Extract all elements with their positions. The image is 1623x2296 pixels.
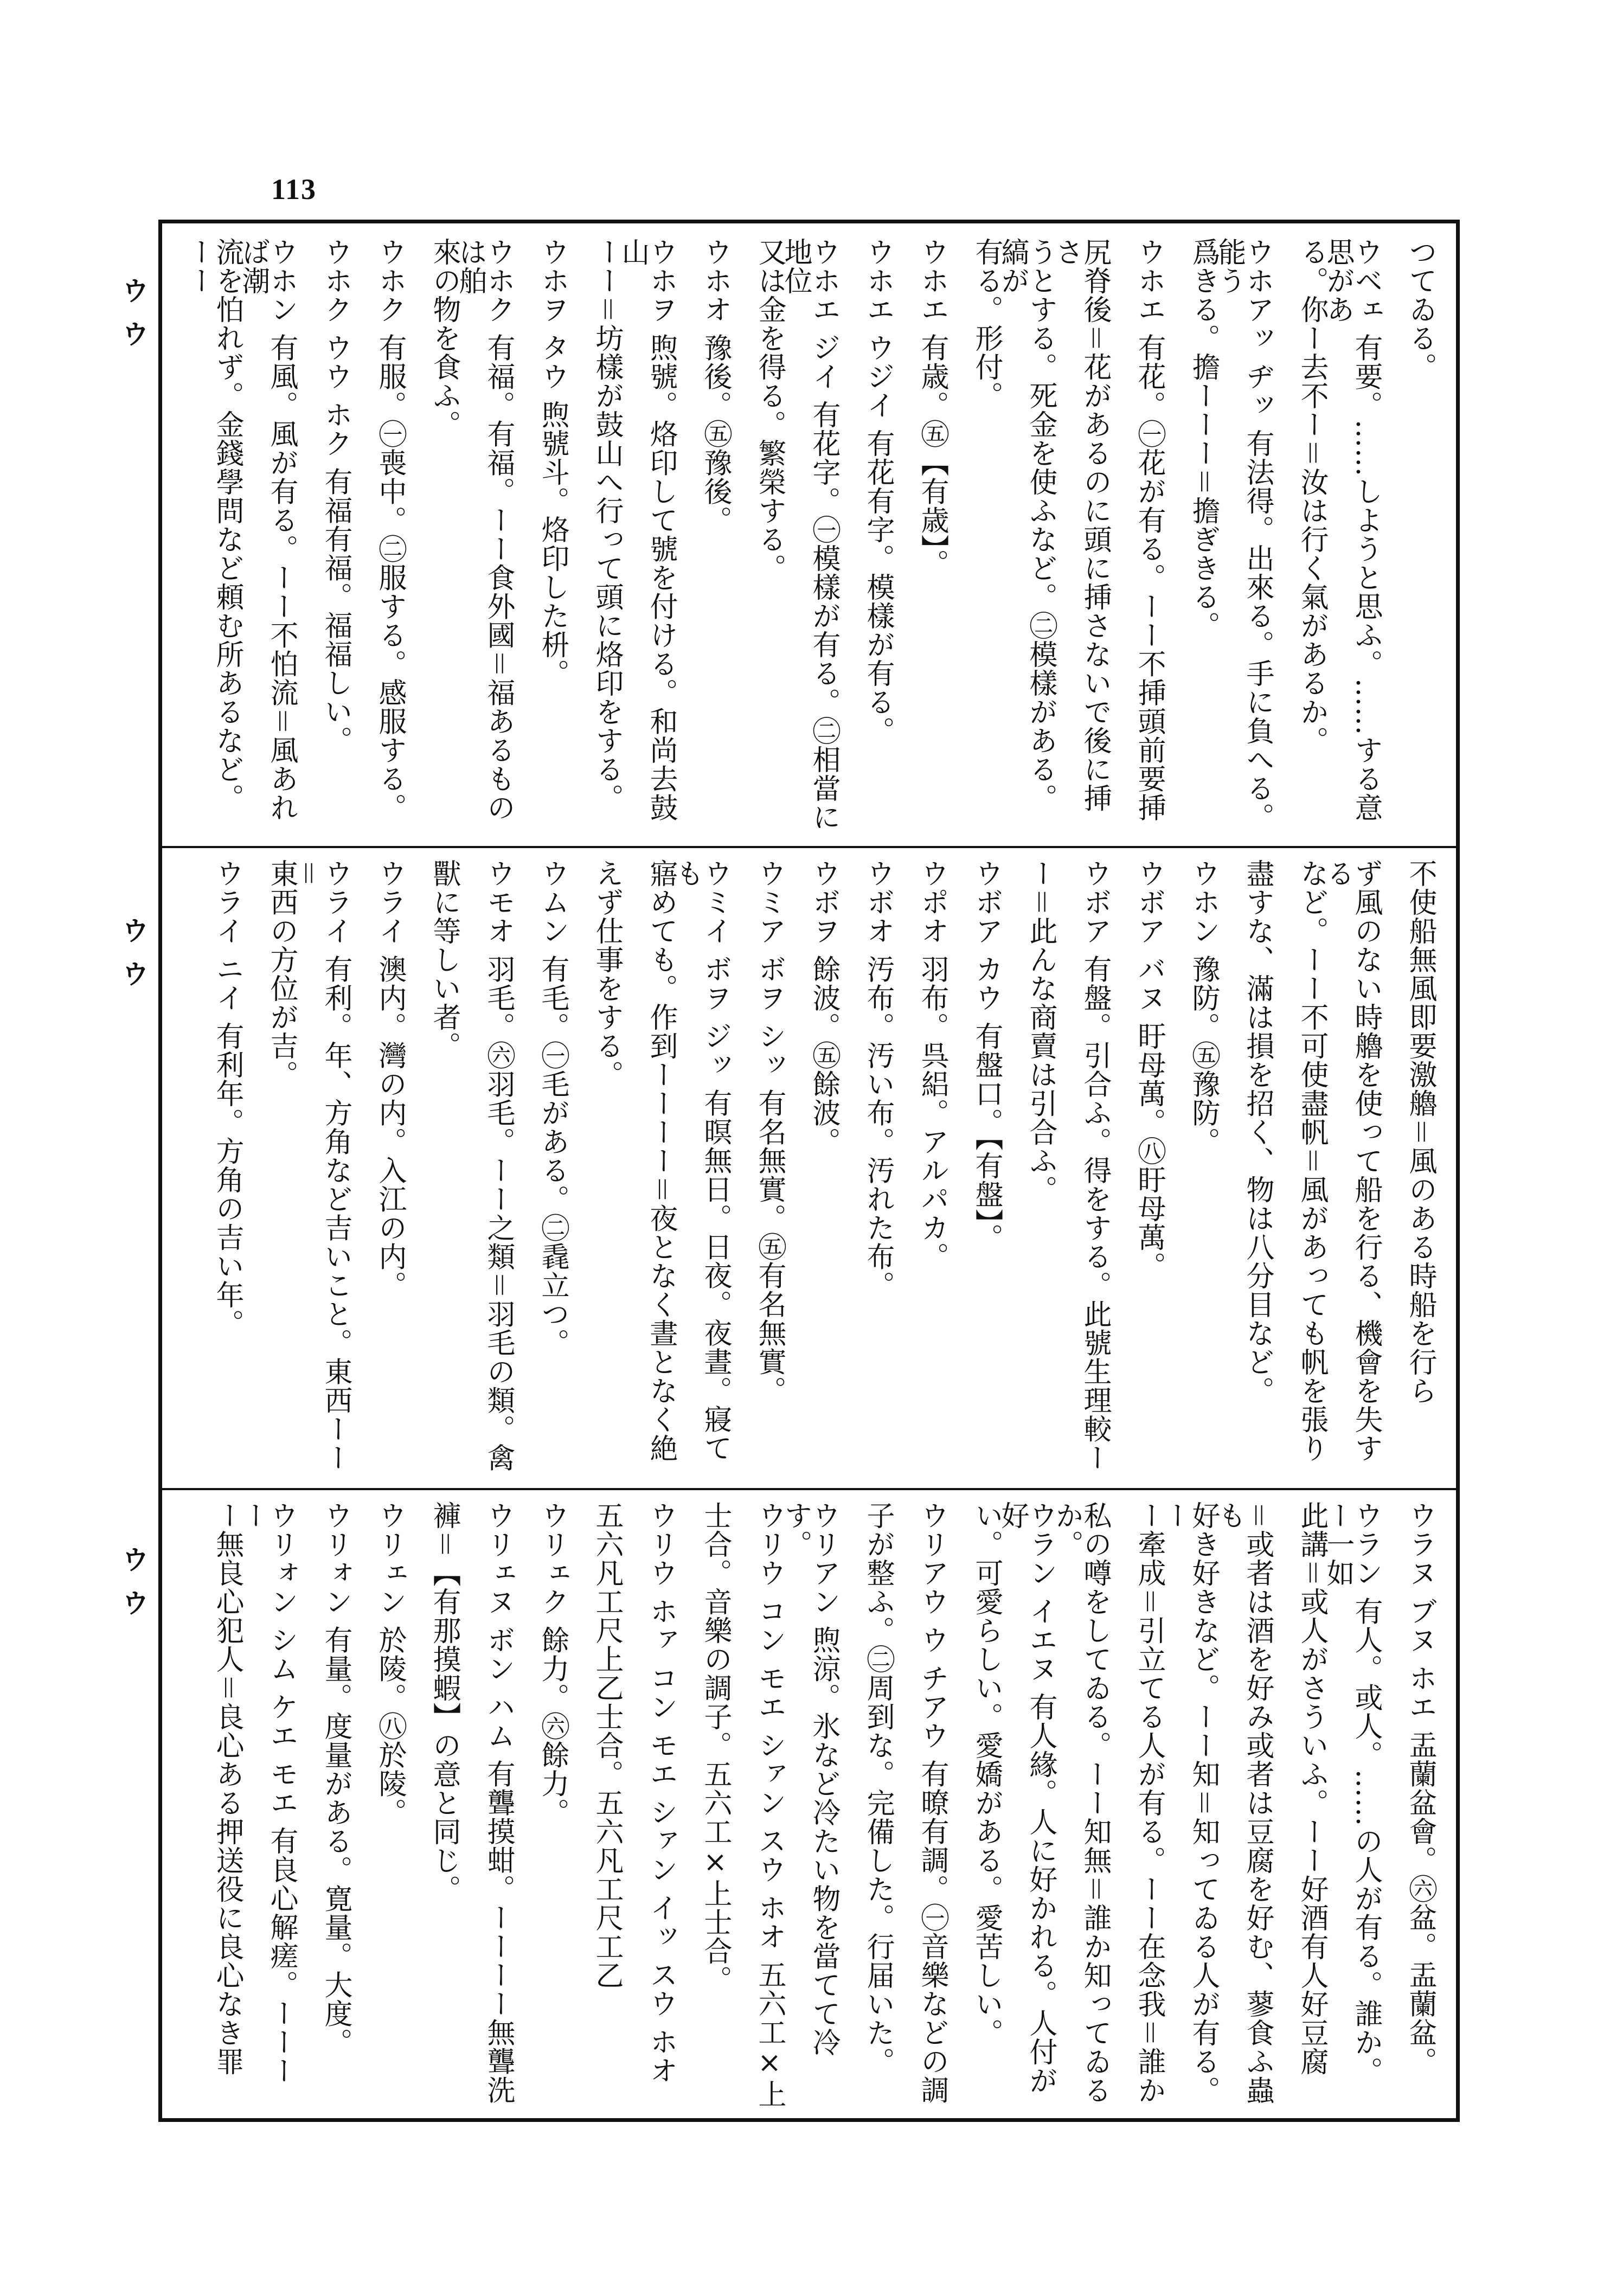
margin-section-head-1: ウウ <box>118 277 149 363</box>
dictionary-text-column: る。你ー去不ー＝汝は行く氣があるか。 <box>1295 238 1328 755</box>
section-divider <box>162 846 1456 848</box>
dictionary-text-column: ウボア カウ 有盤口。【有盤】。 <box>970 859 1003 1253</box>
dictionary-text-column: 此講＝或人がさういふ。ーー好酒有人好豆腐 <box>1295 1501 1328 2076</box>
dictionary-text-column: ウホン 豫防。㊄豫防。 <box>1187 859 1220 1156</box>
margin-section-head-3: ウウ <box>118 1545 149 1632</box>
dictionary-text-column: ー無良心犯人＝良心ある押送役に良心なき罪 <box>211 1501 243 2076</box>
dictionary-text-column: ウリウ ホァ コン モエ シァン イッ スウ ホオ <box>645 1501 677 2085</box>
entry-columns <box>184 1501 1434 2114</box>
dictionary-text-column: 又は金を得る。繁榮する。 <box>753 238 786 582</box>
dictionary-text-column: ウリアン 煦涼。氷など冷たい物を當てて冷す。 <box>779 1501 840 2057</box>
dictionary-text-column: ウリアウ ウ チアウ 有暸有調。㊀音樂などの調 <box>916 1501 948 2105</box>
dictionary-text-column: ウボオ 汚布。汚い布。汚れた布。 <box>862 859 894 1300</box>
dictionary-text-column: ウリェク 餘力。㊅餘力。 <box>536 1501 569 1827</box>
dictionary-text-column: 褲＝【有那摸蝦】の意と同じ。 <box>428 1501 460 1904</box>
dictionary-text-column: ウホアッ ヂッ 有法得。出來る。手に負へる。能う <box>1213 238 1274 832</box>
dictionary-text-column: 子が整ふ。㊁周到な。完備した。行届いた。 <box>862 1501 894 2076</box>
dictionary-section-3 <box>162 1501 1456 2114</box>
dictionary-text-column: ウボア バヌ 盱母萬。㊇盱母萬。 <box>1133 859 1165 1281</box>
dictionary-text-column: ウホエ 有花。㊀花が有る。ーー不挿頭前要挿 <box>1133 238 1165 822</box>
dictionary-text-column: ウミイ ボヲ ジッ 有暝無日。日夜。夜晝。寢ても <box>671 859 732 1463</box>
dictionary-text-column: ウホヲ 煦號。烙印して號を付ける。和尚去鼓山 <box>617 238 677 822</box>
dictionary-text-column: ウホク 有服。㊀喪中。㊁服する。感服する。 <box>374 238 406 822</box>
dictionary-text-column: ウボヲ 餘波。㊄餘波。 <box>807 859 840 1156</box>
dictionary-text-column: 東西の方位が吉。 <box>265 859 298 1089</box>
dictionary-text-column: ウホク 有福。有福。ーー食外國＝福あるものは舶 <box>454 238 515 822</box>
page-number: 113 <box>271 173 317 206</box>
dictionary-text-column: ウホエ ウジイ 有花有字。模樣が有る。 <box>862 238 894 746</box>
dictionary-text-column: 私の噂をしてゐる。ーー知無＝誰か知ってゐるか。 <box>1050 1501 1111 2105</box>
dictionary-text-column: ウホオ 豫後。㊄豫後。 <box>699 238 732 535</box>
dictionary-text-column: ウボア 有盤。引合ふ。得をする。此號生理較ー <box>1079 859 1111 1472</box>
dictionary-text-column: ウポオ 羽布。呉絽。アルパカ。 <box>916 859 948 1271</box>
entry-columns <box>184 859 1434 1477</box>
dictionary-text-column: 好き好きなど。ーー知＝知ってゐる人が有る。ー <box>1159 1501 1220 2105</box>
margin-section-head-2: ウウ <box>118 916 149 1003</box>
dictionary-text-column: 爲きる。擔ーーー＝擔ぎきる。 <box>1187 238 1220 640</box>
dictionary-text-column: い。可愛らしい。愛嬌がある。愛苦しい。 <box>970 1501 1003 2047</box>
dictionary-text-column: 寤めても。作到ーーーー＝夜となく晝となく絶 <box>645 859 677 1463</box>
dictionary-text-column: 不使船無風即要激艪＝風のある時船を行ら <box>1404 859 1436 1406</box>
dictionary-text-column: つてゐる。 <box>1404 238 1436 381</box>
dictionary-text-column: ウリェヌ ボン ハム 有聾摸蚶。ーーーー無聾洗 <box>482 1501 515 2105</box>
dictionary-section-1 <box>162 238 1456 834</box>
dictionary-text-column: 獸に等しい者。 <box>428 859 460 1060</box>
dictionary-text-column: ＝或者は酒を好み或者は豆腐を好む、蓼食ふ蟲も <box>1213 1501 1274 2105</box>
dictionary-text-column: ウモオ 羽毛。㊅羽毛。ーー之類＝羽毛の類。禽 <box>482 859 515 1472</box>
entry-columns <box>184 238 1434 834</box>
dictionary-text-column: ウムン 有毛。㊀毛がある。㊁毳立つ。 <box>536 859 569 1357</box>
dictionary-text-column: ウホエ 有歳。㊄【有歳】。 <box>916 238 948 578</box>
dictionary-text-column: ウリウ コン モエ シァン スウ ホオ 五六工×上 <box>753 1501 786 2109</box>
section-divider <box>162 1488 1456 1490</box>
dictionary-text-column: 五六凡工尺上乙士合。五六凡工尺工乙 <box>591 1501 623 1990</box>
dictionary-text-column: ウリォン シム ケエ モエ 有良心解瘥。ーーーー <box>237 1501 298 2086</box>
dictionary-text-column: ウライ 澳内。灣の内。入江の内。 <box>374 859 406 1300</box>
dictionary-text-column: ウホエ ジイ 有花字。㊀模樣が有る。㊁相當に地位 <box>779 238 840 832</box>
dictionary-text-column: 流を怕れず。金錢學問など頼む所あるなど。ーー <box>183 238 243 812</box>
dictionary-text-column: ウホン 有風。風が有る。ーー不怕流＝風あれば潮 <box>237 238 298 822</box>
dictionary-text-column: うとする。死金を使ふなど。㊁模樣がある。縞が <box>996 238 1057 812</box>
dictionary-text-column: 來の物を食ふ。 <box>428 238 460 439</box>
page-frame <box>158 220 1460 2122</box>
dictionary-text-column: ウリォン 有量。度量がある。寛量。大度。 <box>319 1501 352 2057</box>
dictionary-text-column: ー＝此んな商賣は引合ふ。 <box>1024 859 1057 1204</box>
dictionary-text-column: ウホク ウウ ホク 有福有福。福福しい。 <box>319 238 352 755</box>
dictionary-text-column: 尻脊後＝花があるのに頭に挿さないで後に挿さ <box>1050 238 1111 812</box>
dictionary-text-column: えず仕事をする。 <box>591 859 623 1089</box>
dictionary-text-column: ウラン 有人。或人。……の人が有る。誰か。ー一如 <box>1322 1501 1382 2086</box>
dictionary-section-2 <box>162 859 1456 1477</box>
dictionary-text-column: 盡すな、滿は損を招く、物は八分目など。 <box>1241 859 1274 1405</box>
dictionary-text-column: ウベェ 有要。……しようと思ふ。……する意思があ <box>1322 238 1382 822</box>
dictionary-text-column: ー牽成＝引立てる人が有る。ーー在念我＝誰か <box>1133 1501 1165 2105</box>
dictionary-text-column: ウライ 有利。年、方角など吉いこと。東西ーー＝ <box>291 859 352 1472</box>
dictionary-text-column: など。ーー不可使盡帆＝風があっても帆を張り <box>1295 859 1328 1463</box>
dictionary-text-column: 士合。音樂の調子。五六工×上士合。 <box>699 1501 732 1994</box>
dictionary-text-column: ず風のない時艪を使って船を行る、機會を失する <box>1322 859 1382 1463</box>
dictionary-text-column: 有る。形付。 <box>970 238 1003 410</box>
dictionary-text-column: ウラン イエヌ 有人緣。人に好かれる。人付が好 <box>996 1501 1057 2095</box>
dictionary-text-column: ーー＝坊樣が鼓山へ行って頭に烙印をする。 <box>591 238 623 812</box>
dictionary-text-column: ウラヌ ブヌ ホエ 盂蘭盆會。㊅盆。盂蘭盆。 <box>1404 1501 1436 2076</box>
dictionary-text-column: ウホヲ タウ 煦號斗。烙印した枡。 <box>536 238 569 688</box>
dictionary-text-column: ウリェン 於陵。㊇於陵。 <box>374 1501 406 1827</box>
dictionary-text-column: ウライ ニイ 有利年。方角の吉い年。 <box>211 859 243 1338</box>
dictionary-text-column: ウミア ボヲ シッ 有名無實。㊄有名無實。 <box>753 859 786 1405</box>
